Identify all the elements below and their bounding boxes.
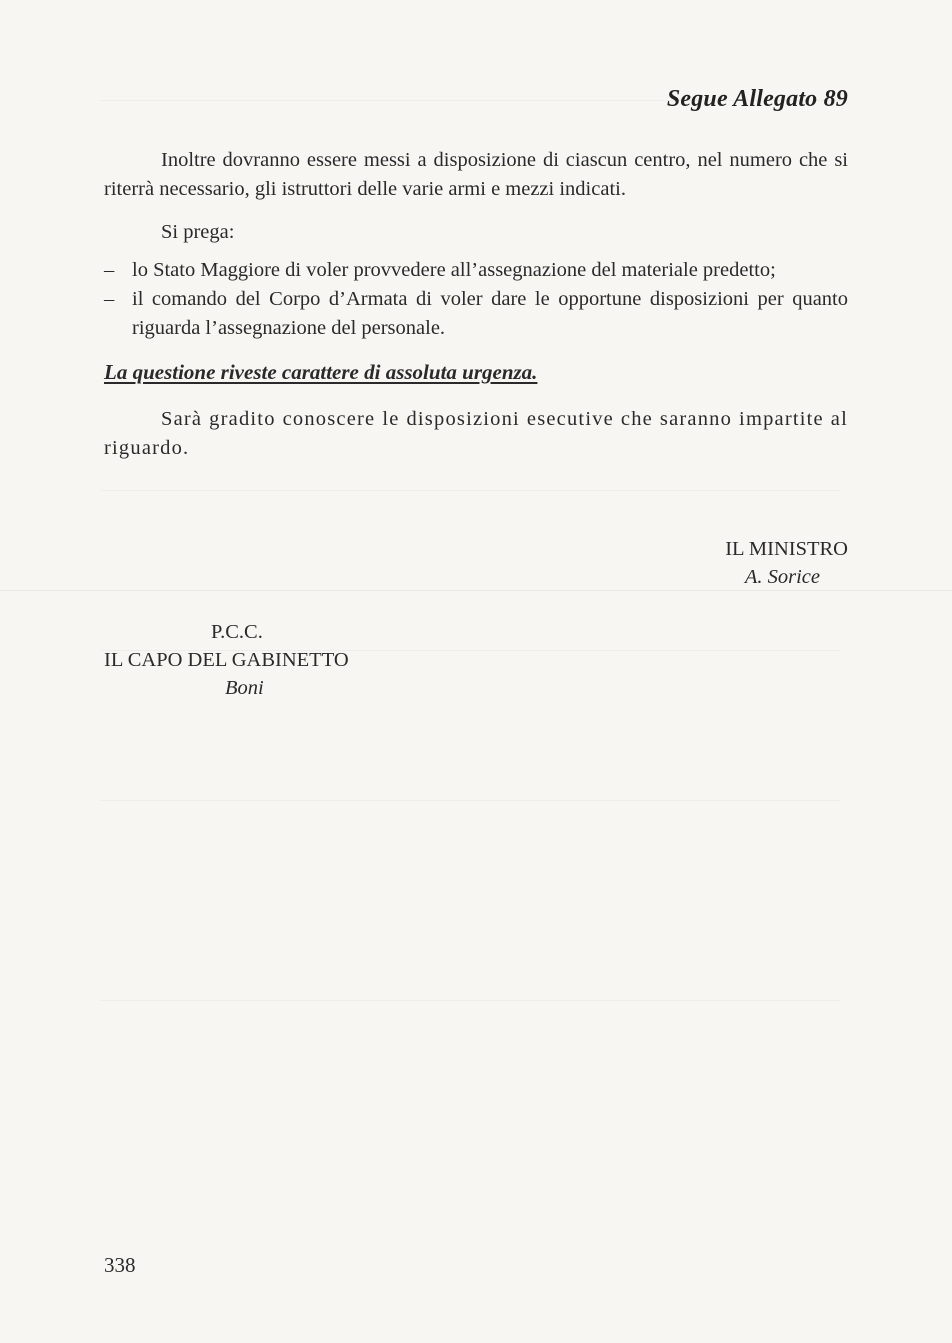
bleed-through-line [100,800,840,801]
urgent-note: La questione riveste carattere di assoluta urgenza. [104,360,538,384]
paragraph-instructors: Inoltre dovranno essere messi a disposizione di ciascun centro, nel numero che si riterrà necessario, gli istruttori delle varie armi e mezzi indicati. [104,149,848,200]
dash-marker: – [104,288,115,310]
dash-marker: – [104,259,115,281]
bleed-through-line [100,1000,840,1001]
annex-header: Segue Allegato 89 [666,86,848,112]
bleed-through-line [100,490,840,491]
list-item [104,285,848,343]
list-item-text: lo Stato Maggiore di voler provvedere all’assegnazione del materiale predetto; [132,259,776,281]
minister-signature [725,535,848,591]
list-item [104,256,848,285]
pcc-label: P.C.C. [211,621,263,643]
paragraph-request-intro: Si prega: [161,221,235,243]
signature-title: IL CAPO DEL GABINETTO [104,649,349,671]
paragraph-closing: Sarà gradito conoscere le disposizioni esecutive che saranno impartite al riguardo. [104,408,848,459]
signature-name: Boni [225,677,264,699]
signature-name: A. Sorice [744,566,820,588]
list-item-text: il comando del Corpo d’Armata di voler dare le opportune disposizioni per quanto riguarda l’assegnazione del personale. [132,288,848,339]
page-number: 338 [104,1253,136,1277]
request-list [104,256,848,343]
cabinet-chief-signature [104,618,384,702]
signature-title: IL MINISTRO [725,538,848,560]
